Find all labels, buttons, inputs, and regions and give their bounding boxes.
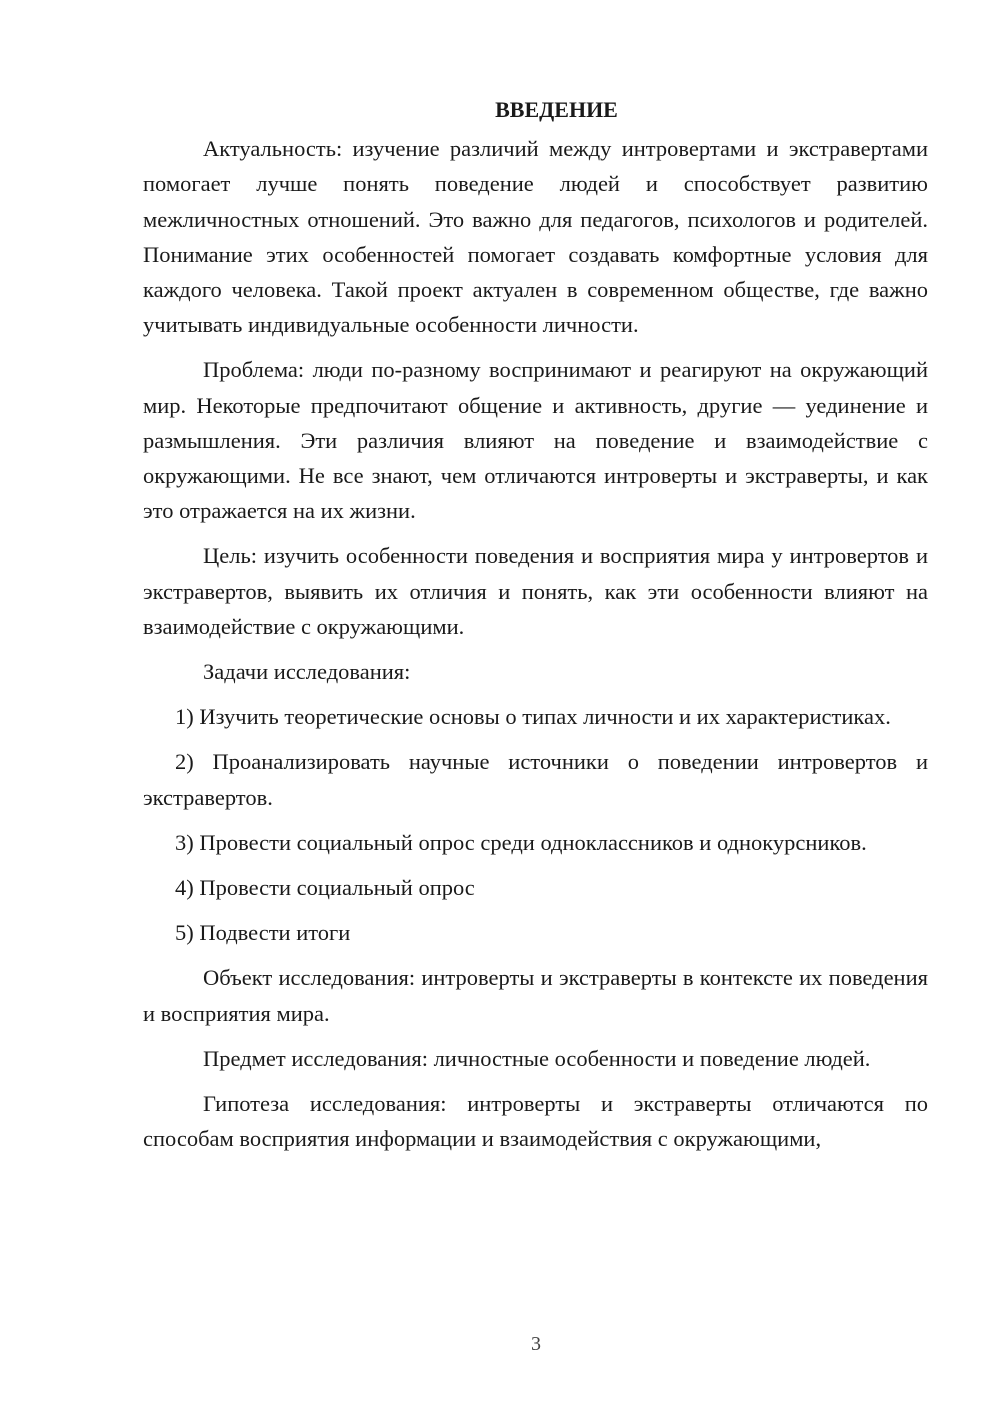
task-item-1: 1) Изучить теоретические основы о типах личности и их характеристиках.: [175, 704, 891, 730]
paragraph-hypothesis: Гипотеза исследования: интроверты и экстраверты отличаются по способам восприятия информации и взаимодействия с окружающими,: [143, 1091, 928, 1152]
paragraph-tasks-heading: Задачи исследования:: [203, 659, 411, 685]
task-item-2: 2) Проанализировать научные источники о поведении интровертов и экстравертов.: [143, 749, 928, 810]
document-body: [143, 92, 928, 1166]
paragraph-relevance: Актуальность: изучение различий между интровертами и экстравертами помогает лучше понять поведение людей и способствует развитию межличностных отношений. Это важно для педагогов, психологов и родителей. Понимание этих особенностей помогает создавать комфортные условия для каждого человека. Такой проект актуален в современном обществе, где важно учитывать индивидуальные особенности личности.: [143, 136, 928, 338]
page-number: 3: [531, 1333, 541, 1355]
task-item-3: 3) Провести социальный опрос среди одноклассников и однокурсников.: [175, 829, 867, 855]
task-item-5: 5) Подвести итоги: [175, 920, 351, 946]
paragraph-problem: Проблема: люди по-разному воспринимают и реагируют на окружающий мир. Некоторые предпочитают общение и активность, другие — уединение и размышления. Эти различия влияют на поведение и взаимодействие с окружающими. Не все знают, чем отличаются интроверты и экстраверты, и как это отражается на их жизни.: [143, 357, 928, 524]
paragraph-goal: Цель: изучить особенности поведения и восприятия мира у интровертов и экстравертов, выявить их отличия и понять, как эти особенности влияют на взаимодействие с окружающими.: [143, 543, 928, 639]
paragraph-object: Объект исследования: интроверты и экстраверты в контексте их поведения и восприятия мира.: [143, 965, 928, 1026]
document-title: ВВЕДЕНИЕ: [495, 97, 618, 122]
task-item-4: 4) Провести социальный опрос: [175, 875, 475, 901]
paragraph-subject: Предмет исследования: личностные особенности и поведение людей.: [203, 1045, 871, 1071]
